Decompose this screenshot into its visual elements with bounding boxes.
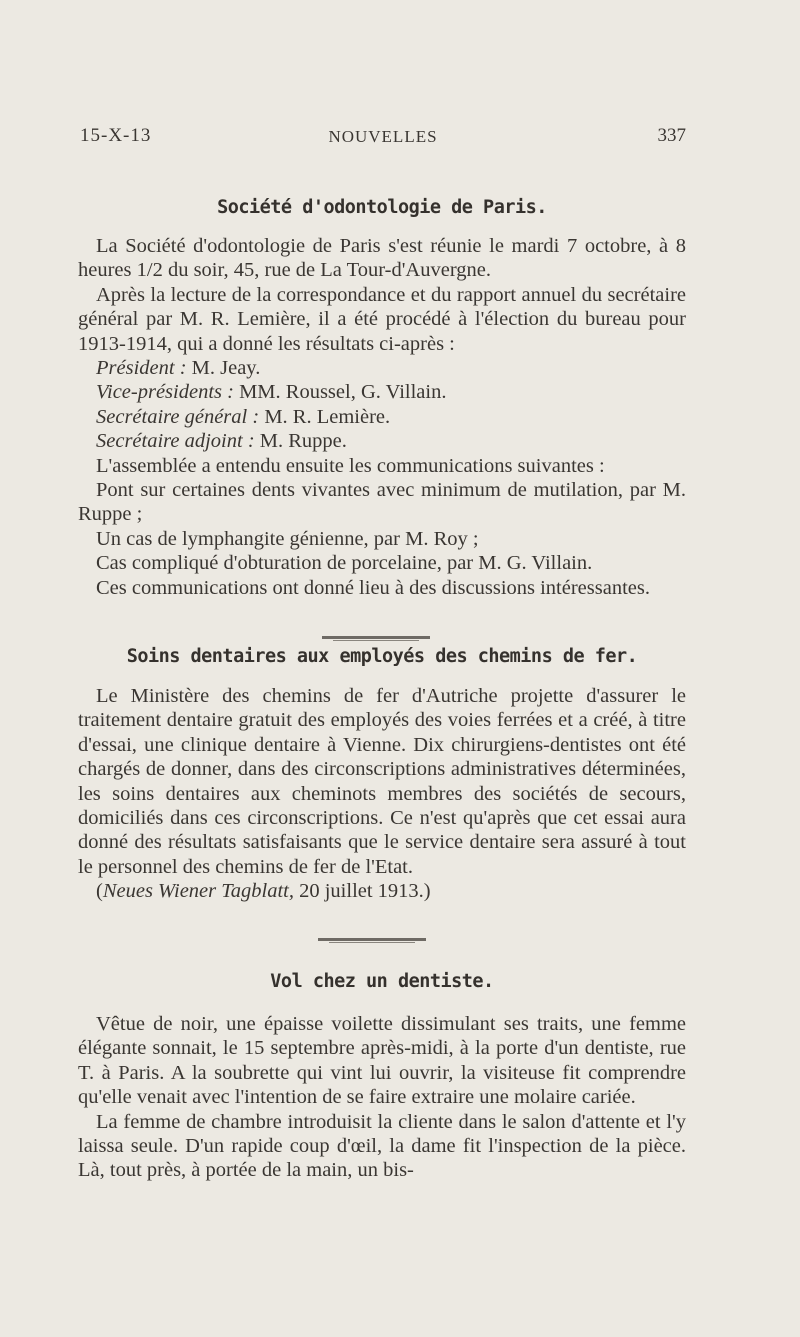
paragraph: Le Ministère des chemins de fer d'Autriche projette d'assurer le traitement dentaire gratuit des employés des voies ferrées et a créé, à titre d'essai, une clinique dentaire à Vienne. Dix chirurgiens-dentistes ont été chargés de donner, dans des circonscriptions administratives déterminées, les soins dentaires aux cheminots membres des sociétés de secours, domiciliés dans ces circonscriptions. Ce n'est qu'après que cet essai aura donné des résultats satisfaisants que le service dentaire sera assuré à tout le personnel des chemins de fer de l'Etat. <box>78 685 686 878</box>
header-date: 15-X-13 <box>80 125 152 146</box>
paragraph: Un cas de lymphangite génienne, par M. Roy ; <box>96 527 479 550</box>
section-body-soins <box>78 684 686 904</box>
source-title: Neues Wiener Tagblatt, <box>102 880 294 903</box>
page-number: 337 <box>657 125 686 146</box>
section-title-societe: Société d'odontologie de Paris. <box>217 197 547 218</box>
section-title-soins: Soins dentaires aux employés des chemins de fer. <box>126 646 638 667</box>
officer-line <box>78 429 686 453</box>
officer-name: M. Jeay. <box>191 357 261 380</box>
paragraph: La Société d'odontologie de Paris s'est réunie le mardi 7 octobre, à 8 heures 1/2 du soir, 45, rue de La Tour-d'Auvergne. <box>78 235 686 282</box>
officer-name: MM. Roussel, G. Villain. <box>239 381 447 404</box>
officer-line <box>78 356 686 380</box>
paragraph: La femme de chambre introduisit la cliente dans le salon d'attente et l'y laissa seule. D'un rapide coup d'œil, la dame fit l'inspection de la pièce. Là, tout près, à portée de la main, un bis- <box>78 1110 686 1182</box>
paragraph: Pont sur certaines dents vivantes avec minimum de mutilation, par M. Ruppe ; <box>78 479 686 526</box>
section-divider <box>318 938 426 941</box>
paragraph: L'assemblée a entendu ensuite les communications suivantes : <box>96 454 605 477</box>
officer-role: Secrétaire général : <box>96 405 260 428</box>
source-date: 20 juillet 1913.) <box>293 880 431 903</box>
paragraph: Ces communications ont donné lieu à des discussions intéressantes. <box>96 576 650 599</box>
officer-role: Vice-présidents : <box>96 381 234 404</box>
header-section: NOUVELLES <box>328 127 438 146</box>
paragraph: Vêtue de noir, une épaisse voilette dissimulant ses traits, une femme élégante sonnait, le 15 septembre après-midi, à la porte d'un dentiste, rue T. à Paris. A la soubrette qui vint lui ouvrir, la visiteuse fit comprendre qu'elle venait avec l'intention de se faire extraire une molaire cariée. <box>78 1013 686 1109</box>
section-divider <box>322 636 430 639</box>
section-body-vol <box>78 1012 686 1183</box>
citation-paren: ( <box>96 880 103 903</box>
section-title-vol: Vol chez un dentiste. <box>270 971 494 992</box>
officer-name: M. Ruppe. <box>259 430 347 453</box>
paragraph: Cas compliqué d'obturation de porcelaine, par M. G. Villain. <box>96 552 593 575</box>
officer-line <box>78 405 686 429</box>
officer-role: Secrétaire adjoint : <box>96 430 255 453</box>
officer-name: M. R. Lemière. <box>264 405 391 428</box>
section-body-societe <box>78 234 686 600</box>
officer-line <box>78 380 686 404</box>
officer-role: Président : <box>96 357 187 380</box>
source-citation <box>78 879 686 903</box>
paragraph: Après la lecture de la correspondance et du rapport annuel du secrétaire général par M. R. Lemière, il a été procédé à l'élection du bureau pour 1913-1914, qui a donné les résultats ci-après : <box>78 283 686 355</box>
running-header <box>80 125 686 155</box>
